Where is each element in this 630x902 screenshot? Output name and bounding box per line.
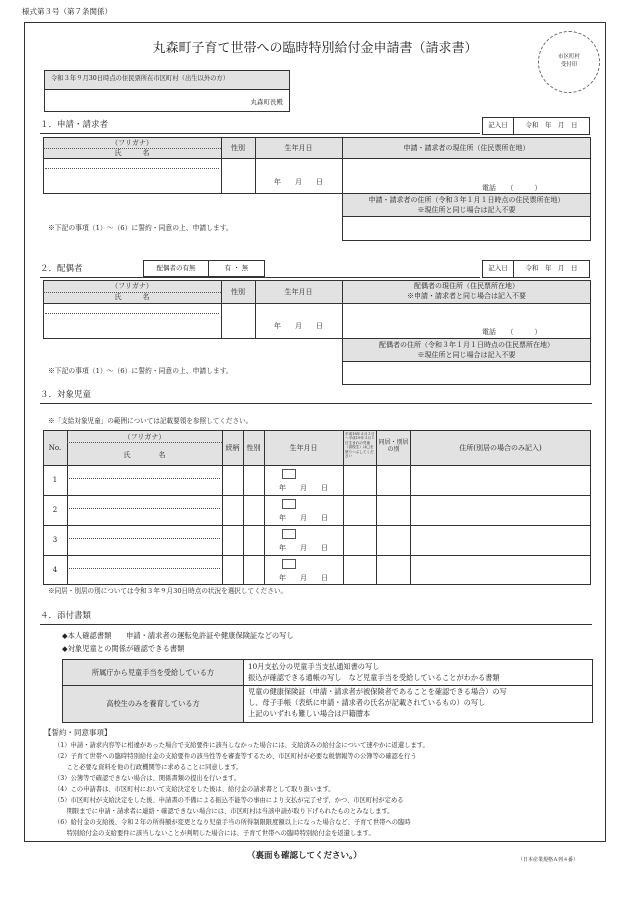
- attach-row2-label: 高校生のみを養育している方: [106, 699, 200, 708]
- pledge-item: （6）給付金の支給後、令和２年の所得額が変更となり児童手当の所得制限限度額以上になった場合など、子育て世帯への臨時: [54, 819, 411, 826]
- child-furigana-field[interactable]: [69, 568, 220, 569]
- spouse-prior-address-field[interactable]: [342, 361, 591, 385]
- section1-pledge: ※下記の事項（1）～（6）に誓約・同意の上、申請します。: [48, 224, 233, 232]
- section3-note: ※「支給対象児童」の範囲については記載要領を参照してください。: [48, 417, 253, 425]
- municipality-box: [44, 70, 290, 112]
- section2-furigana-label: （フリガナ）: [111, 282, 153, 290]
- section2-current-address-label: 配偶者の現住所（住民票所在地）: [414, 282, 519, 290]
- section3-footnote: ※同居・別居の別については令和３年９月30日時点の状況を選択してください。: [48, 587, 288, 595]
- pledge-item: （1）申請・請求内容等に相違があった場合で支給要件に該当しなかった場合には、支給済みの給付金について速やかに返還します。: [54, 742, 429, 749]
- child-row-no: 4: [52, 566, 58, 574]
- applicant-prior-address-field[interactable]: [342, 216, 591, 241]
- residence-note: 令和３年９月30日時点の住民票所在市区町村（出生以外の方）: [51, 75, 230, 82]
- section1-sex-label: 性別: [231, 144, 245, 152]
- section4-heading: ４．添付書類: [40, 611, 92, 621]
- section2-sex-label: 性別: [231, 288, 245, 296]
- col-address: 住所(別居の場合のみ記入): [459, 444, 542, 452]
- attach-row1-docs: 10月支払分の児童手当支払通知書の写し 振込が確認できる通帳の写し など児童手当を受給していることがわかる書類: [243, 659, 593, 686]
- section1-prior-address-header: 申請・請求者の住所（令和３年１月１日時点の住民票所在地） ※現住所と同じ場合は記入不要: [342, 193, 591, 217]
- entry-date-field[interactable]: 令和 年 月 日: [514, 118, 590, 135]
- applicant-phone-field[interactable]: 電話 （ ）: [482, 184, 542, 192]
- spouse-name-field[interactable]: [45, 315, 219, 337]
- reception-stamp: [538, 31, 600, 93]
- child-dob-field[interactable]: 年 月 日: [279, 544, 328, 552]
- pledge-item: 期限までに申請・請求者に連絡・確認できない場合には、市区町村は当該申請が取り下げられたものとみなします。: [54, 808, 394, 815]
- applicant-furigana-field[interactable]: [45, 168, 219, 169]
- stamp-label-1: 市区町村: [557, 54, 580, 60]
- pledge-item: （4）この申請書は、市区町村において支給決定をした後は、給付金の請求書として取り扱います。: [54, 786, 335, 793]
- spouse-exists: [143, 260, 265, 277]
- child-dob-field[interactable]: 年 月 日: [279, 574, 328, 582]
- applicant-dob-field[interactable]: 年 月 日: [274, 178, 323, 186]
- attach-row2-label-cell: [62, 685, 244, 723]
- pledge-item: （5）市区町村が支給決定をした後、申請書の不備による振込不能等の事由により支払が完了せず、かつ、市区町村が定める: [54, 797, 404, 804]
- child-row-no: 2: [52, 506, 58, 514]
- spouse-exists-label: 配偶者の有無: [144, 261, 209, 277]
- applicant-sex-field[interactable]: [222, 159, 254, 193]
- highschool-checkbox[interactable]: [282, 529, 296, 539]
- section1-current-address-label: 申請・請求者の現住所（住民票所在地）: [403, 144, 530, 152]
- highschool-checkbox[interactable]: [282, 559, 296, 569]
- section3-heading: ３．対象児童: [40, 390, 92, 400]
- form-number: 様式第３号（第７条関係）: [22, 7, 112, 16]
- spouse-phone-field[interactable]: 電話 （ ）: [482, 328, 542, 336]
- paper-size: （日本産業規格Ａ列４番）: [518, 857, 579, 863]
- col-furigana: （フリガナ）: [123, 433, 166, 441]
- attach-row2-docs: 児童の健康保険証（申請・請求者が被保険者であることを確認できる場合）の写 し、母子手帳（表紙に申請・請求者の氏名が記載されているもの）の写し 上記のいずれも難しい場合は戸籍謄本: [243, 685, 593, 723]
- pledge-item: 特別給付金の支給要件に該当しないことが判明した場合には、子育て世帯への臨時特別給付金を返還します。: [54, 830, 375, 837]
- child-furigana-field[interactable]: [69, 538, 220, 539]
- stamp-label-2: 受付印: [560, 62, 578, 68]
- col-name: 氏 名: [123, 451, 166, 459]
- col-dob: 生年月日: [289, 444, 318, 452]
- addressee: 丸森町長殿: [250, 98, 283, 106]
- section1-heading: １．申請・請求者: [40, 120, 109, 130]
- attach-row1-label-cell: [62, 659, 244, 686]
- child-furigana-field[interactable]: [69, 508, 220, 509]
- col-cohabit: 同居・別居の別: [378, 439, 409, 453]
- child-furigana-field[interactable]: [69, 478, 220, 479]
- col-no: No.: [48, 444, 62, 452]
- pledge-item: （3）公簿等で確認できない場合は、関係書類の提出を行います。: [54, 775, 241, 782]
- col-relation: 続柄: [225, 444, 240, 452]
- back-notice: （裏面も確認してください。）: [247, 851, 362, 861]
- section1-entry-date: [482, 117, 590, 135]
- section2-name-label: 氏 名: [114, 293, 150, 301]
- section1-furigana-label: （フリガナ）: [111, 139, 153, 147]
- spouse-sex-field[interactable]: [222, 304, 254, 338]
- section2-current-address-note: ※申請・請求者と同じ場合は記入不要: [407, 292, 526, 300]
- page-title: 丸森町子育て世帯への臨時特別給付金申請書（請求書）: [152, 41, 478, 56]
- applicant-name-field[interactable]: [45, 170, 219, 192]
- section1-dob-label: 生年月日: [284, 144, 313, 152]
- child-row-no: 1: [52, 476, 58, 484]
- section2-entry-date: [482, 260, 590, 278]
- highschool-checkbox[interactable]: [282, 469, 296, 479]
- entry-date-field[interactable]: 令和 年 月 日: [514, 261, 590, 278]
- pledge-heading: 【誓約・同意事項】: [44, 728, 112, 737]
- attach-bullet-2: ◆対象児童との関係が確認できる書類: [62, 644, 185, 653]
- child-dob-field[interactable]: 年 月 日: [279, 514, 328, 522]
- col-sex: 性別: [246, 444, 261, 452]
- section2-prior-address-header: 配偶者の住所（令和３年１月１日時点の住民票所在地） ※現住所と同じ場合は記入不要: [342, 338, 591, 362]
- attach-bullet-1: ◆本人確認書類 申請・請求者の運転免許証や健康保険証などの写し: [62, 631, 294, 640]
- spouse-dob-field[interactable]: 年 月 日: [274, 322, 323, 330]
- section2-heading: ２．配偶者: [40, 264, 83, 274]
- spouse-exists-select[interactable]: 有 ・ 無: [209, 261, 265, 277]
- spouse-furigana-field[interactable]: [45, 313, 219, 314]
- section2-dob-label: 生年月日: [284, 288, 313, 296]
- section1-name-label: 氏 名: [114, 149, 150, 157]
- child-row-no: 3: [52, 536, 58, 544]
- child-dob-field[interactable]: 年 月 日: [279, 484, 328, 492]
- col-highschool-note: 平成18年４月２日～平成19年４月１日生まれの児童（高校生）は□を塗りつぶしてください: [345, 432, 375, 459]
- pledge-item: （2）子育て世帯への臨時特別給付金の支給要件の該当性等を審査等するため、市区町村が必要な税情報等の公簿等の確認を行う: [54, 753, 417, 760]
- entry-date-label: 記入日: [483, 118, 514, 135]
- entry-date-label: 記入日: [483, 261, 514, 278]
- pledge-item: こと必要な資料を他の行政機関等に求めることに同意します。: [54, 764, 243, 771]
- section2-pledge: ※下記の事項（1）～（6）に誓約・同意の上、申請します。: [48, 367, 233, 375]
- highschool-checkbox[interactable]: [282, 499, 296, 509]
- attach-row1-label: 所属庁から児童手当を受給している方: [91, 668, 215, 677]
